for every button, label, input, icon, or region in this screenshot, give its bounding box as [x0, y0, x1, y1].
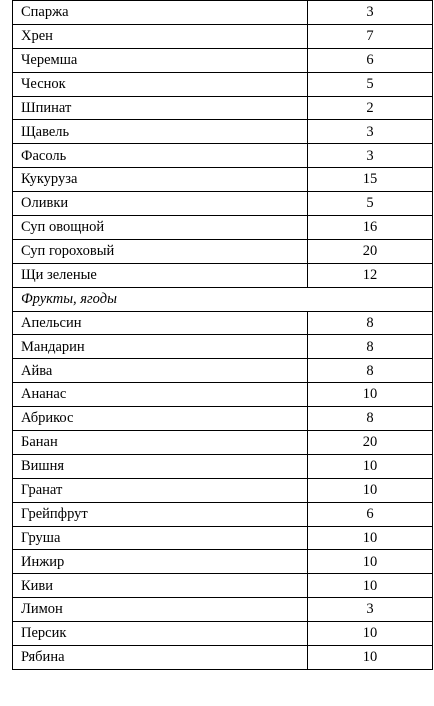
section-title: Фрукты, ягоды	[13, 287, 433, 311]
row-value: 8	[308, 335, 433, 359]
table-row	[13, 1, 433, 25]
row-name: Гранат	[13, 478, 308, 502]
row-name: Вишня	[13, 454, 308, 478]
row-value: 3	[308, 120, 433, 144]
row-name: Кукуруза	[13, 168, 308, 192]
table-row	[13, 478, 433, 502]
row-value: 10	[308, 454, 433, 478]
row-value: 6	[308, 48, 433, 72]
row-name: Оливки	[13, 192, 308, 216]
table-row	[13, 144, 433, 168]
row-value: 5	[308, 192, 433, 216]
table-row	[13, 454, 433, 478]
row-value: 10	[308, 574, 433, 598]
row-value: 3	[308, 144, 433, 168]
table-row	[13, 216, 433, 240]
row-value: 3	[308, 598, 433, 622]
row-name: Груша	[13, 526, 308, 550]
table-row	[13, 48, 433, 72]
table-row	[13, 120, 433, 144]
row-value: 10	[308, 622, 433, 646]
row-value: 5	[308, 72, 433, 96]
row-value: 16	[308, 216, 433, 240]
row-name: Чеснок	[13, 72, 308, 96]
row-name: Спаржа	[13, 1, 308, 25]
table-row	[13, 431, 433, 455]
row-value: 8	[308, 407, 433, 431]
row-value: 7	[308, 24, 433, 48]
table-row	[13, 598, 433, 622]
table-row	[13, 407, 433, 431]
row-value: 15	[308, 168, 433, 192]
table-row	[13, 24, 433, 48]
row-name: Абрикос	[13, 407, 308, 431]
row-value: 10	[308, 383, 433, 407]
row-value: 6	[308, 502, 433, 526]
section-header-row	[13, 287, 433, 311]
row-value: 2	[308, 96, 433, 120]
row-value: 3	[308, 1, 433, 25]
row-name: Лимон	[13, 598, 308, 622]
table-row	[13, 646, 433, 670]
table-row	[13, 622, 433, 646]
table-row	[13, 359, 433, 383]
row-name: Мандарин	[13, 335, 308, 359]
row-name: Банан	[13, 431, 308, 455]
table-row	[13, 502, 433, 526]
table-row	[13, 335, 433, 359]
table-body	[13, 1, 433, 670]
row-name: Персик	[13, 622, 308, 646]
row-value: 10	[308, 526, 433, 550]
row-value: 8	[308, 359, 433, 383]
table-row	[13, 168, 433, 192]
row-value: 12	[308, 263, 433, 287]
row-name: Фасоль	[13, 144, 308, 168]
row-name: Черемша	[13, 48, 308, 72]
table-row	[13, 192, 433, 216]
row-name: Хрен	[13, 24, 308, 48]
table-row	[13, 72, 433, 96]
row-name: Суп гороховый	[13, 239, 308, 263]
table-row	[13, 383, 433, 407]
row-value: 20	[308, 431, 433, 455]
row-name: Инжир	[13, 550, 308, 574]
table-row	[13, 550, 433, 574]
table-row	[13, 263, 433, 287]
row-value: 10	[308, 550, 433, 574]
row-name: Ананас	[13, 383, 308, 407]
table-row	[13, 574, 433, 598]
table-row	[13, 526, 433, 550]
row-name: Щавель	[13, 120, 308, 144]
row-name: Щи зеленые	[13, 263, 308, 287]
row-value: 20	[308, 239, 433, 263]
row-name: Киви	[13, 574, 308, 598]
table-row	[13, 239, 433, 263]
row-name: Апельсин	[13, 311, 308, 335]
row-name: Грейпфрут	[13, 502, 308, 526]
row-name: Рябина	[13, 646, 308, 670]
table-row	[13, 311, 433, 335]
row-value: 10	[308, 646, 433, 670]
row-name: Суп овощной	[13, 216, 308, 240]
row-name: Айва	[13, 359, 308, 383]
row-name: Шпинат	[13, 96, 308, 120]
table-row	[13, 96, 433, 120]
food-table	[12, 0, 433, 670]
row-value: 10	[308, 478, 433, 502]
row-value: 8	[308, 311, 433, 335]
